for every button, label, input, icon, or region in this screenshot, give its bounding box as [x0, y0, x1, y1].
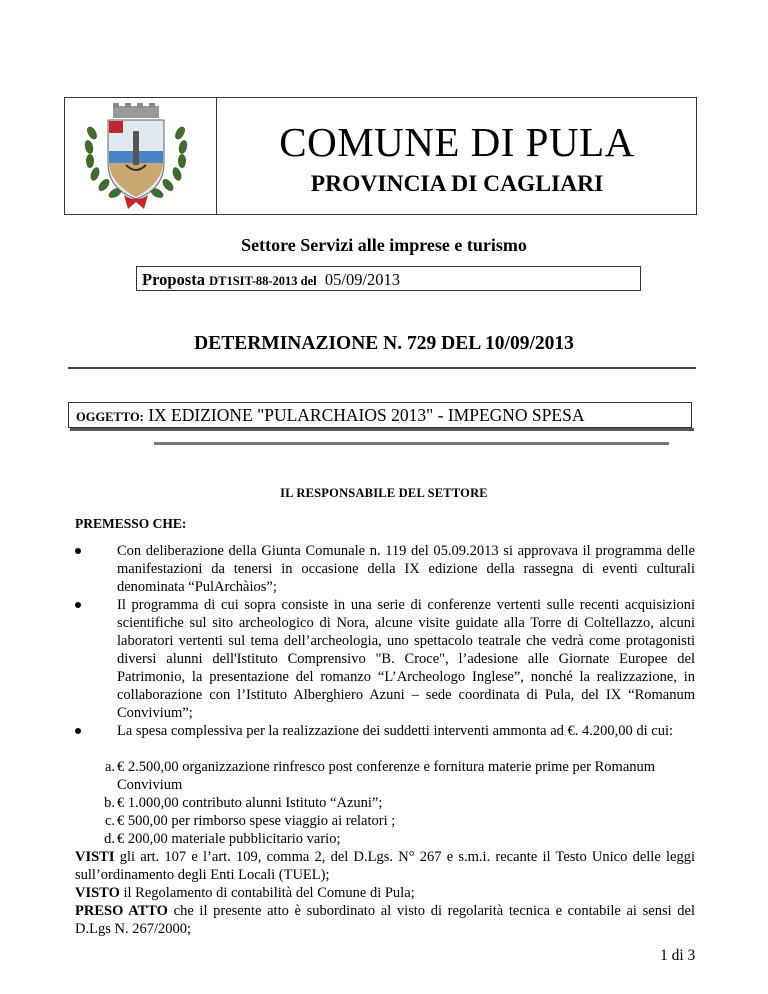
paragraph-text: che il presente atto è subordinato al visto di regolarità tecnica e contabile ai sensi del D.Lgs N. 267/2000;: [75, 903, 695, 937]
subject-text: IX EDIZIONE "PULARCHAIOS 2013" - IMPEGNO SPESA: [148, 405, 585, 425]
paragraph: [75, 884, 695, 902]
item-letter: c.: [104, 813, 115, 829]
paragraph-keyword: PRESO ATTO: [75, 903, 168, 919]
item-letter: b.: [104, 795, 115, 811]
paragraph-text: gli art. 107 e l’art. 109, comma 2, del D.Lgs. N° 267 e s.m.i. recante il Testo Unico delle leggi sull’ordinamento degli Enti Locali (TUEL);: [75, 849, 695, 883]
bullet-dot: [75, 548, 81, 554]
municipality-title: COMUNE DI PULA: [279, 119, 635, 165]
subject-label: OGGETTO:: [76, 410, 144, 424]
bullet-text: La spesa complessiva per la realizzazione dei suddetti interventi ammonta ad €. 4.200,00 di cui:: [117, 723, 674, 739]
proposta-date: 05/09/2013: [324, 270, 401, 289]
item-text: € 200,00 materiale pubblicitario vario;: [117, 831, 341, 847]
item-letter: a.: [104, 759, 115, 775]
page-number: 1 di 3: [660, 947, 696, 964]
bullet-dot: [75, 602, 81, 608]
proposta-line: [142, 270, 400, 290]
responsible-heading: IL RESPONSABILE DEL SETTORE: [280, 486, 488, 500]
subject-box-shadow: [70, 428, 694, 431]
proposta-label: Proposta: [142, 270, 205, 289]
list-item: [75, 830, 695, 848]
bullet-text: Con deliberazione della Giunta Comunale n. 119 del 05.09.2013 si approvava il programma delle manifestazioni da tenersi in occasione della IX edizione della rassegna di eventi culturali denominata “PulArchàios”;: [117, 543, 695, 595]
divider-line-short: [154, 442, 669, 445]
item-text: € 2.500,00 organizzazione rinfresco post conferenze e fornitura materie prime per Romanum Convivium: [117, 759, 656, 793]
list-item: [75, 794, 695, 812]
determination-title: DETERMINAZIONE N. 729 DEL 10/09/2013: [194, 333, 574, 354]
bullet-text: Il programma di cui sopra consiste in una serie di conferenze vertenti sulle recenti acquisizioni scientifiche sul sito archeologico di Nora, alcune visite guidate alla Torre di Coltellazzo, alcuni laboratori vertenti sul tema dell’archeologia, uno spettacolo teatrale che vedrà come protagonisti diversi alunni dell'Istituto Comprensivo "B. Croce", l’adesione alle Giornate Europee del Patrimonio, la presentazione del romanzo “L’Archeologo Inglese”, nonché la realizzazione, in collaborazione con l’Istituto Alberghiero Azuni – sede coordinata di Pula, del IX “Romanum Convivium”;: [117, 597, 695, 721]
list-item: [75, 758, 695, 794]
item-text: € 1.000,00 contributo alunni Istituto “Azuni”;: [117, 795, 383, 811]
bullet-item: [75, 542, 695, 596]
bullet-item: [75, 596, 695, 722]
item-letter: d.: [104, 831, 115, 847]
department-heading: Settore Servizi alle imprese e turismo: [241, 235, 527, 255]
paragraph-keyword: VISTO: [75, 885, 120, 901]
bullet-item: [75, 722, 695, 740]
subject-line: [76, 405, 584, 426]
item-text: € 500,00 per rimborso spese viaggio ai relatori ;: [117, 813, 396, 829]
paragraph: [75, 902, 695, 938]
premesso-heading: PREMESSO CHE:: [75, 516, 187, 531]
proposta-code: DT1SIT-88-2013 del: [209, 274, 317, 288]
coat-of-arms-crest: [78, 103, 194, 211]
divider-line: [68, 367, 696, 369]
province-subtitle: PROVINCIA DI CAGLIARI: [310, 171, 604, 197]
paragraph: [75, 848, 695, 884]
bullet-dot: [75, 728, 81, 734]
list-item: [75, 812, 695, 830]
paragraph-keyword: VISTI: [75, 849, 115, 865]
paragraph-text: il Regolamento di contabilità del Comune di Pula;: [119, 885, 415, 901]
